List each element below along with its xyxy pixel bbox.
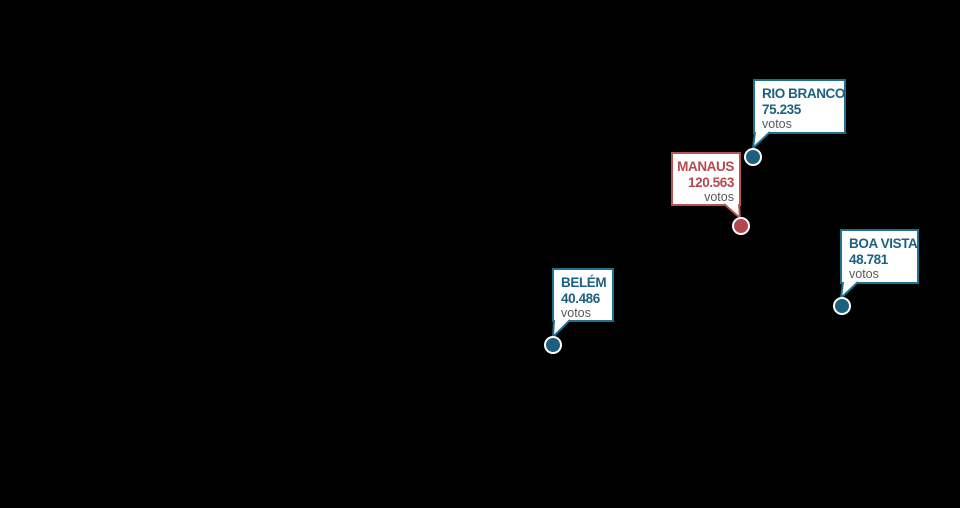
- vote-count: 75.235: [762, 102, 801, 117]
- vote-count: 40.486: [561, 291, 600, 306]
- vote-count: 120.563: [688, 175, 734, 190]
- callout-tail-boa-vista: [841, 282, 858, 298]
- vote-unit-label: votos: [704, 190, 734, 204]
- city-name: BOA VISTA: [849, 236, 918, 251]
- city-name: RIO BRANCO: [762, 86, 845, 101]
- vote-unit-label: votos: [762, 117, 792, 131]
- map-marker-dot-boa-vista: [833, 297, 851, 315]
- callout-belem: [552, 268, 614, 322]
- map-marker-dot-rio-branco: [744, 148, 762, 166]
- city-name: BELÉM: [561, 275, 607, 290]
- callout-boa-vista: [840, 229, 919, 284]
- callout-tail-manaus: [724, 204, 740, 218]
- vote-unit-label: votos: [561, 306, 591, 320]
- callout-tail-rio-branco: [753, 132, 770, 148]
- vote-unit-label: votos: [849, 267, 879, 281]
- city-name: MANAUS: [677, 159, 734, 174]
- callout-tail-belem: [553, 320, 570, 337]
- vote-count: 48.781: [849, 252, 888, 267]
- callout-rio-branco: [753, 79, 846, 134]
- map-marker-dot-belem: [544, 336, 562, 354]
- map-marker-dot-manaus: [732, 217, 750, 235]
- callout-manaus: [671, 152, 741, 206]
